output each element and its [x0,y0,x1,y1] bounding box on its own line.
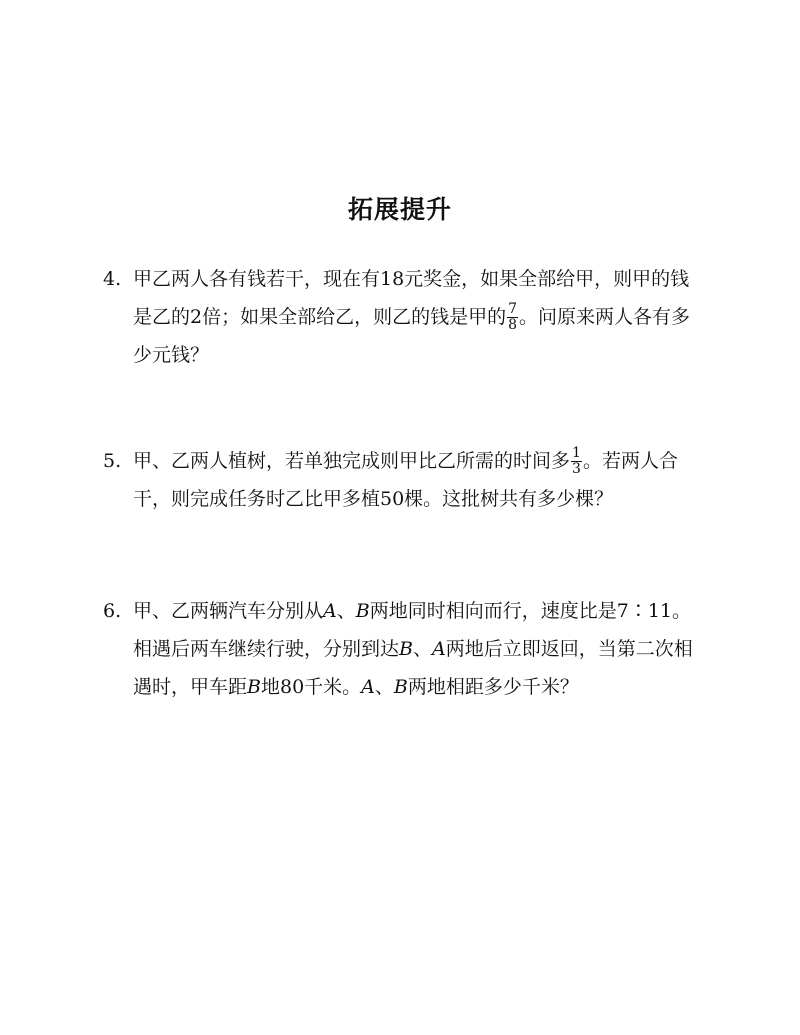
section-title: 拓展提升 [347,195,452,224]
question-number: 6. [103,600,122,622]
point-label: A [323,600,337,622]
fraction [507,302,518,333]
fraction-denominator: 3 [572,460,581,477]
question-6 [103,594,703,704]
question-line [133,482,613,516]
separator: 、 [374,676,394,698]
question-text: 甲、乙两人植树，若单独完成则甲比乙所需的时间多 [133,450,571,472]
separator: 、 [336,600,356,622]
question-text: 遇时，甲车距 [133,676,248,698]
fraction-numerator: 7 [508,300,518,317]
fraction-denominator: 8 [508,316,518,333]
question-line [133,338,209,372]
fraction-numerator: 1 [572,444,581,461]
question-number: 4. [103,268,122,290]
fraction [571,446,582,477]
question-text: 两地后立即返回，当第二次相 [445,638,693,660]
question-text: 两地同时相向而行，速度比是7∶11。 [369,600,692,622]
question-text: 地80千米。 [260,676,362,698]
question-5 [103,444,703,524]
question-line [133,632,693,666]
question-text: 干，则完成任务时乙比甲多植50棵。这批树共有多少棵？ [133,488,614,510]
question-text: 是乙的2倍；如果全部给乙，则乙的钱是甲的 [133,306,507,328]
point-label: A [361,676,375,698]
question-text: 两地相距多少千米？ [407,676,579,698]
question-text: 甲乙两人各有钱若干，现在有18元奖金，如果全部给甲，则甲的钱 [133,268,690,290]
point-label: B [247,676,261,698]
point-label: B [355,600,370,622]
question-line [133,670,579,704]
question-text: 相遇后两车继续行驶，分别到达 [133,638,400,660]
question-4 [103,262,703,372]
question-number: 5. [103,450,122,472]
separator: 、 [412,638,432,660]
question-line [133,300,690,334]
question-line [133,594,691,628]
question-text: 。问原来两人各有多 [519,306,691,328]
point-label: B [399,638,413,660]
point-label: B [393,676,408,698]
question-text: 甲、乙两辆汽车分别从 [133,600,324,622]
question-text: 少元钱？ [133,344,210,366]
question-line [133,444,678,478]
question-text: 。若两人合 [582,450,678,472]
point-label: A [432,638,446,660]
question-line [133,262,689,296]
